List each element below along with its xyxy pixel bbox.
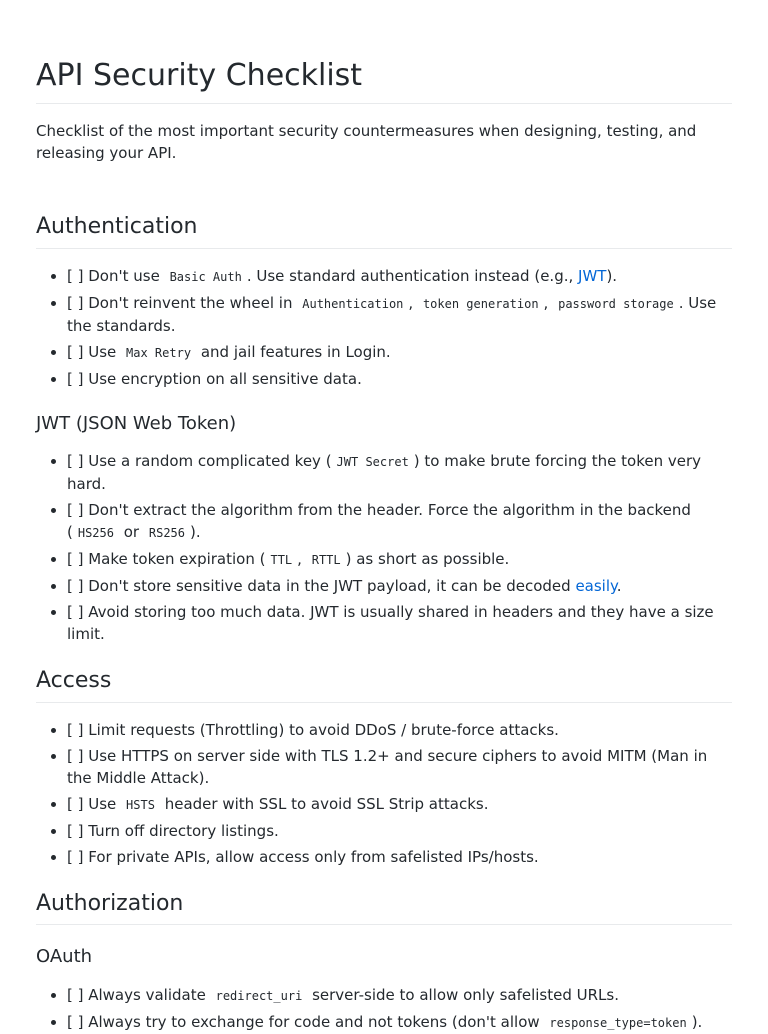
inline-code: redirect_uri bbox=[215, 988, 303, 1003]
inline-code: password storage bbox=[558, 296, 674, 311]
inline-code: Authentication bbox=[302, 296, 404, 311]
list-item: • [ ] Always validate redirect_uri server-side to allow only safelisted URLs. bbox=[67, 984, 732, 1007]
list-item: • [ ] Turn off directory listings. bbox=[67, 820, 732, 842]
list-authentication bbox=[36, 265, 732, 390]
list-item: • [ ] Use Max Retry and jail features in Login. bbox=[67, 341, 732, 364]
list-access bbox=[36, 719, 732, 868]
document-page bbox=[36, 0, 732, 1034]
heading-access: Access bbox=[36, 667, 732, 703]
inline-code: TTL bbox=[270, 552, 293, 567]
list-item: • [ ] Always try to exchange for code and not tokens (don't allow response_type=token ). bbox=[67, 1011, 732, 1034]
heading-authentication: Authentication bbox=[36, 213, 732, 249]
heading-authorization: Authorization bbox=[36, 890, 732, 926]
inline-code: Max Retry bbox=[126, 345, 192, 360]
list-item: • [ ] For private APIs, allow access only from safelisted IPs/hosts. bbox=[67, 846, 732, 868]
list-item: • [ ] Use HTTPS on server side with TLS 1.2+ and secure ciphers to avoid MITM (Man in the Middle Attack). bbox=[67, 745, 732, 789]
list-item: • [ ] Use HSTS header with SSL to avoid SSL Strip attacks. bbox=[67, 793, 732, 816]
link-easily[interactable]: easily bbox=[575, 576, 617, 595]
inline-code: response_type=token bbox=[549, 1015, 687, 1030]
list-item: • [ ] Make token expiration ( TTL , RTTL ) as short as possible. bbox=[67, 548, 732, 571]
inline-code: HSTS bbox=[126, 797, 155, 812]
list-item: • [ ] Use a random complicated key ( JWT Secret ) to make brute forcing the token very hard. bbox=[67, 450, 732, 495]
link-jwt[interactable]: JWT bbox=[578, 266, 607, 285]
intro-paragraph: Checklist of the most important security countermeasures when designing, testing, and releasing your API. bbox=[36, 122, 697, 162]
inline-code: RS256 bbox=[148, 525, 185, 540]
list-item: • [ ] Use encryption on all sensitive data. bbox=[67, 368, 732, 390]
inline-code: Basic Auth bbox=[169, 269, 242, 284]
inline-code: JWT Secret bbox=[336, 454, 409, 469]
heading-jwt: JWT (JSON Web Token) bbox=[36, 412, 237, 434]
list-jwt bbox=[36, 450, 732, 645]
inline-code: token generation bbox=[422, 296, 539, 311]
page-title: API Security Checklist bbox=[36, 56, 732, 104]
list-item: • [ ] Avoid storing too much data. JWT is usually shared in headers and they have a size limit. bbox=[67, 601, 732, 645]
list-item: • [ ] Don't store sensitive data in the JWT payload, it can be decoded easily. bbox=[67, 575, 732, 597]
list-item: • [ ] Don't use Basic Auth . Use standard authentication instead (e.g., JWT). bbox=[67, 265, 732, 288]
list-item: • [ ] Limit requests (Throttling) to avoid DDoS / brute-force attacks. bbox=[67, 719, 732, 741]
list-item: • [ ] Don't reinvent the wheel in Authentication , token generation , password storage . Use the standards. bbox=[67, 292, 732, 337]
list-oauth bbox=[36, 984, 732, 1034]
heading-oauth: OAuth bbox=[36, 946, 93, 968]
list-item: • [ ] Don't extract the algorithm from the header. Force the algorithm in the backend ( HS256 or RS256 ). bbox=[67, 499, 732, 544]
inline-code: RTTL bbox=[311, 552, 341, 567]
inline-code: HS256 bbox=[77, 525, 114, 540]
